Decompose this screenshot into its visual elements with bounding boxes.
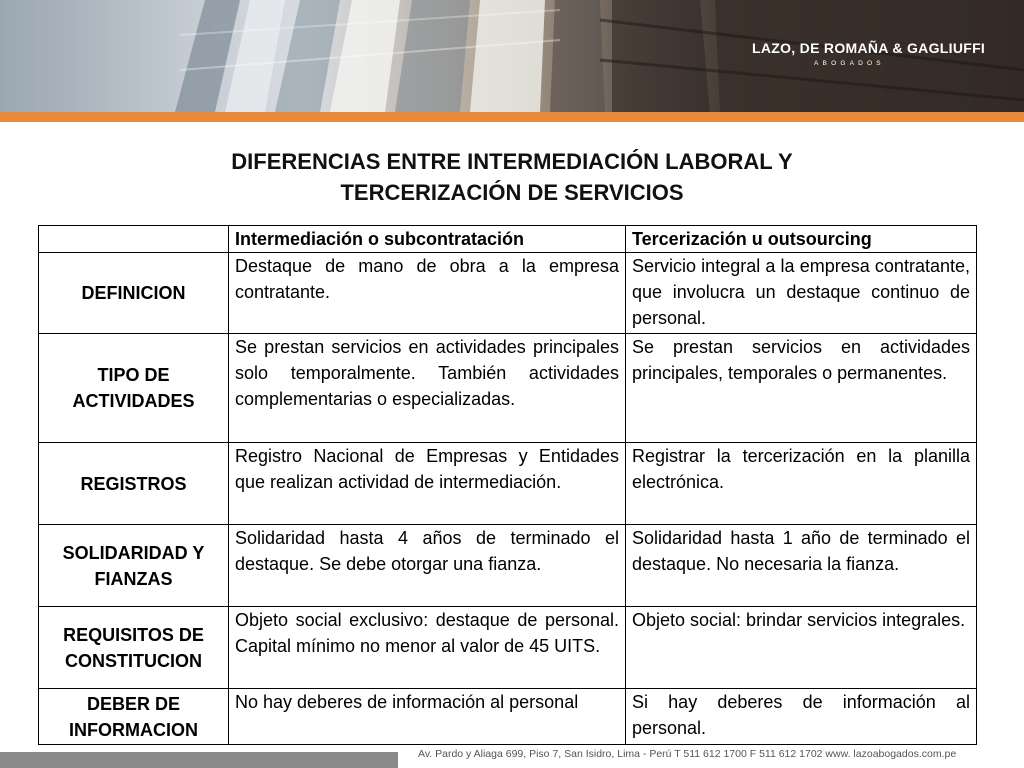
cell-intermediacion: Destaque de mano de obra a la empresa contratante.: [229, 253, 626, 334]
table-row: [39, 334, 977, 443]
cell-intermediacion: Registro Nacional de Empresas y Entidades que realizan actividad de intermediación.: [229, 443, 626, 525]
table-row: [39, 689, 977, 745]
firm-logo: [752, 40, 988, 67]
column-header-empty: [39, 226, 229, 253]
row-label: REGISTROS: [39, 443, 229, 525]
table-row: [39, 253, 977, 334]
table-header-row: [39, 226, 977, 253]
title-line-1: DIFERENCIAS ENTRE INTERMEDIACIÓN LABORAL Y: [231, 149, 793, 174]
table-row: [39, 443, 977, 525]
table-row: [39, 607, 977, 689]
cell-tercerizacion: Registrar la tercerización en la planilla electrónica.: [626, 443, 977, 525]
cell-tercerizacion: Si hay deberes de información al personal.: [626, 689, 977, 745]
cell-tercerizacion: Servicio integral a la empresa contratante, que involucra un destaque continuo de personal.: [626, 253, 977, 334]
row-label: SOLIDARIDAD Y FIANZAS: [39, 525, 229, 607]
row-label: TIPO DE ACTIVIDADES: [39, 334, 229, 443]
row-label: DEFINICION: [39, 253, 229, 334]
column-header-tercerizacion: Tercerización u outsourcing: [626, 226, 977, 253]
cell-tercerizacion: Se prestan servicios en actividades principales, temporales o permanentes.: [626, 334, 977, 443]
cell-intermediacion: Solidaridad hasta 4 años de terminado el destaque. Se debe otorgar una fianza.: [229, 525, 626, 607]
firm-name: LAZO, DE ROMAÑA & GAGLIUFFI: [752, 40, 986, 56]
accent-stripe: [0, 112, 1024, 122]
column-header-intermediacion: Intermediación o subcontratación: [229, 226, 626, 253]
table-row: [39, 525, 977, 607]
footer-address: Av. Pardo y Aliaga 699, Piso 7, San Isidro, Lima - Perú T 511 612 1700 F 511 612 1702 www. lazoabogados.com.pe: [418, 748, 957, 760]
comparison-table: [38, 225, 977, 745]
cell-intermediacion: Objeto social exclusivo: destaque de personal. Capital mínimo no menor al valor de 45 UITS.: [229, 607, 626, 689]
title-line-2: TERCERIZACIÓN DE SERVICIOS: [340, 180, 684, 205]
cell-tercerizacion: Objeto social: brindar servicios integrales.: [626, 607, 977, 689]
firm-subtitle: ABOGADOS: [814, 60, 885, 67]
header-banner: [0, 0, 1024, 112]
slide-title: [60, 146, 964, 208]
footer-bar: [0, 752, 398, 768]
row-label: REQUISITOS DE CONSTITUCION: [39, 607, 229, 689]
cell-intermediacion: Se prestan servicios en actividades principales solo temporalmente. También actividades complementarias o especializadas.: [229, 334, 626, 443]
cell-tercerizacion: Solidaridad hasta 1 año de terminado el destaque. No necesaria la fianza.: [626, 525, 977, 607]
cell-intermediacion: No hay deberes de información al personal: [229, 689, 626, 745]
row-label: DEBER DE INFORMACION: [39, 689, 229, 745]
